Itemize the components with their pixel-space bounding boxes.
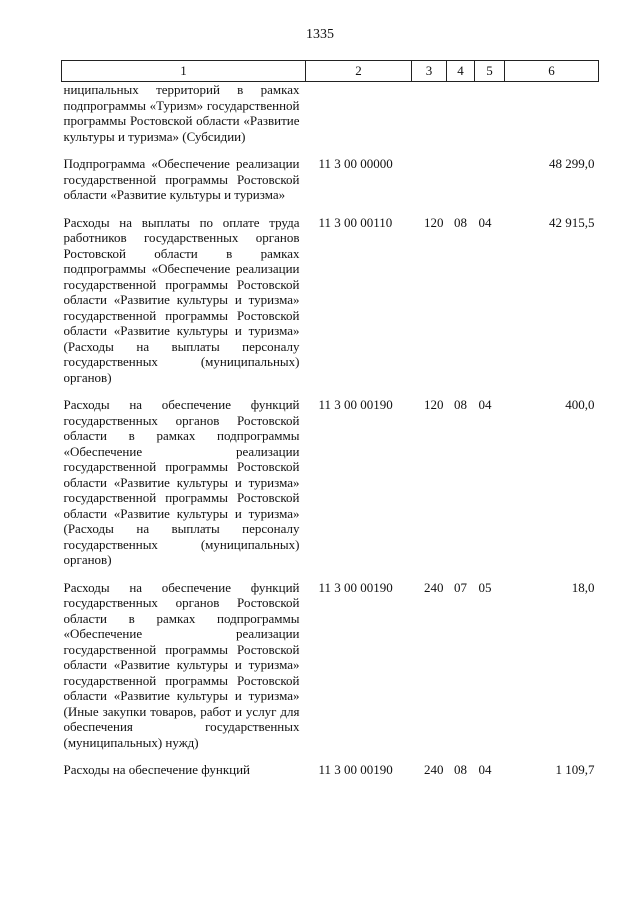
table-header-row <box>62 61 599 82</box>
row-name: ниципальных территорий в рамках подпрограммы «Туризм» государственной программы Ростовской области «Развитие культуры и туризма» (Субсидии) <box>63 82 300 144</box>
header-col-1: 1 <box>62 61 306 82</box>
row-subsection <box>475 82 505 157</box>
table-row <box>62 156 599 215</box>
header-col-4: 4 <box>447 61 475 82</box>
row-target-code: 11 3 00 00110 <box>318 214 393 230</box>
row-section: 08 <box>454 397 467 412</box>
row-section <box>447 156 475 215</box>
row-target-code: 11 3 00 00190 <box>318 579 393 595</box>
row-name: Расходы на обеспечение функций <box>63 762 251 777</box>
row-name: Расходы на обеспечение функций государственных органов Ростовской области в рамках подпрограммы «Обеспечение реализации государственной программы Ростовской области «Развитие культуры и туризма» государственной программы Ростовской области «Развитие культуры и туризма» (Иные закупки товаров, работ и услуг для обеспечения государственных (муниципальных) нужд) <box>63 579 300 750</box>
table-row <box>62 397 599 580</box>
row-amount: 48 299,0 <box>549 156 595 171</box>
row-target-code: 11 3 00 00000 <box>318 156 393 171</box>
table-row <box>62 580 599 763</box>
header-col-5: 5 <box>475 61 505 82</box>
row-section <box>447 82 475 157</box>
row-subsection: 04 <box>478 214 492 230</box>
row-subsection: 04 <box>478 762 492 777</box>
row-section: 07 <box>454 579 467 595</box>
row-amount: 400,0 <box>565 397 595 412</box>
table-row <box>62 82 599 157</box>
row-section: 08 <box>454 762 467 777</box>
row-target-code <box>306 82 412 157</box>
table-row <box>62 762 599 790</box>
row-target-code: 11 3 00 00190 <box>318 397 393 412</box>
row-name: Расходы на обеспечение функций государственных органов Ростовской области в рамках подпрограммы «Обеспечение реализации государственной программы Ростовской области «Развитие культуры и туризма» государственной программы Ростовской области «Развитие культуры и туризма» (Расходы на выплаты персоналу государственных (муниципальных) органов) <box>63 397 300 567</box>
row-subsection <box>475 156 505 215</box>
header-col-2: 2 <box>306 61 412 82</box>
page-number: 1335 <box>306 27 334 42</box>
row-amount: 1 109,7 <box>555 762 595 777</box>
table-row <box>62 215 599 398</box>
row-name: Расходы на выплаты по оплате труда работников государственных органов Ростовской области в рамках подпрограммы «Обеспечение реализации государственной программы Ростовской области «Развитие культуры и туризма» государственной программы Ростовской области «Развитие культуры и туризма» (Расходы на выплаты персоналу государственных (муниципальных) органов) <box>63 214 300 385</box>
header-col-6: 6 <box>505 61 599 82</box>
row-expense-type: 240 <box>424 579 444 595</box>
row-expense-type <box>412 82 447 157</box>
row-name: Подпрограмма «Обеспечение реализации государственной программы Ростовской области «Развитие культуры и туризма» <box>63 156 300 202</box>
row-amount: 42 915,5 <box>549 214 595 230</box>
row-subsection: 04 <box>478 397 492 412</box>
budget-table <box>61 60 599 790</box>
row-amount <box>505 82 599 157</box>
row-expense-type: 240 <box>424 762 444 777</box>
row-subsection: 05 <box>478 579 492 595</box>
row-expense-type <box>412 156 447 215</box>
row-amount: 18,0 <box>571 579 595 595</box>
row-expense-type: 120 <box>424 214 444 230</box>
row-target-code: 11 3 00 00190 <box>318 762 393 777</box>
row-expense-type: 120 <box>424 397 444 412</box>
row-section: 08 <box>454 214 467 230</box>
header-col-3: 3 <box>412 61 447 82</box>
